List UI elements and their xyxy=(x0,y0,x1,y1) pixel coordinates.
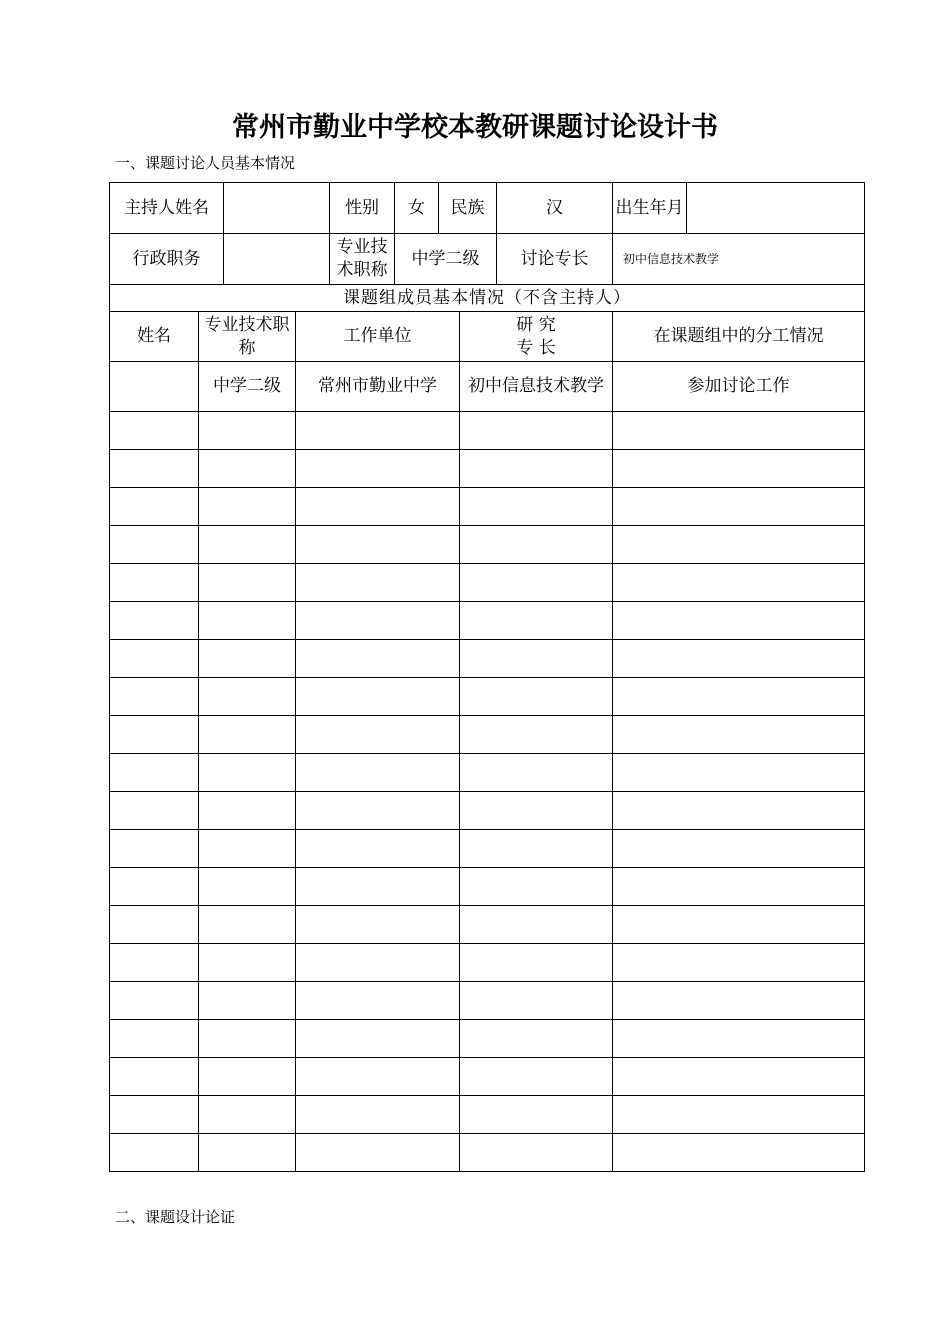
document-title: 常州市勤业中学校本教研课题讨论设计书 xyxy=(232,112,718,143)
member-specialty[interactable] xyxy=(460,906,613,944)
col-name-header: 姓名 xyxy=(110,312,199,362)
member-unit[interactable] xyxy=(296,716,460,754)
table-row xyxy=(110,526,865,564)
member-specialty[interactable] xyxy=(460,716,613,754)
host-name-label: 主持人姓名 xyxy=(110,183,224,234)
member-title[interactable] xyxy=(199,1096,296,1134)
member-role[interactable] xyxy=(613,982,865,1020)
member-unit[interactable] xyxy=(296,564,460,602)
host-position-value[interactable] xyxy=(224,234,330,285)
member-name[interactable] xyxy=(110,1058,199,1096)
member-role[interactable] xyxy=(613,944,865,982)
member-unit[interactable] xyxy=(296,526,460,564)
col-specialty-header: 研 究 专 长 xyxy=(460,312,613,362)
member-specialty[interactable] xyxy=(460,830,613,868)
table-row xyxy=(110,1020,865,1058)
table-row xyxy=(110,944,865,982)
member-role[interactable] xyxy=(613,1096,865,1134)
table-row xyxy=(110,868,865,906)
table-row xyxy=(110,716,865,754)
member-title[interactable] xyxy=(199,792,296,830)
member-unit[interactable] xyxy=(296,1058,460,1096)
section-1-heading: 一、课题讨论人员基本情况 xyxy=(115,154,296,172)
member-unit[interactable] xyxy=(296,450,460,488)
table-row xyxy=(110,564,865,602)
host-birth-label: 出生年月 xyxy=(613,183,687,234)
member-name[interactable] xyxy=(110,640,199,678)
member-title[interactable] xyxy=(199,564,296,602)
member-title[interactable] xyxy=(199,488,296,526)
table-row xyxy=(110,1058,865,1096)
member-role[interactable] xyxy=(613,450,865,488)
col-title-header: 专业技术职称 xyxy=(199,312,296,362)
group-heading: 课题组成员基本情况（不含主持人） xyxy=(110,285,865,312)
member-title[interactable] xyxy=(199,640,296,678)
member-name[interactable] xyxy=(110,362,199,412)
member-specialty[interactable] xyxy=(460,1096,613,1134)
member-role[interactable] xyxy=(613,602,865,640)
member-title[interactable] xyxy=(199,678,296,716)
member-specialty[interactable] xyxy=(460,488,613,526)
member-title[interactable] xyxy=(199,1058,296,1096)
host-gender-label: 性别 xyxy=(330,183,395,234)
member-unit[interactable] xyxy=(296,412,460,450)
table-row xyxy=(110,1134,865,1172)
member-role[interactable] xyxy=(613,792,865,830)
member-specialty[interactable] xyxy=(460,1020,613,1058)
member-unit[interactable] xyxy=(296,1020,460,1058)
table-row xyxy=(110,830,865,868)
member-name[interactable] xyxy=(110,450,199,488)
member-title[interactable]: 中学二级 xyxy=(199,362,296,412)
member-role[interactable] xyxy=(613,412,865,450)
table-row xyxy=(110,640,865,678)
member-role[interactable] xyxy=(613,1020,865,1058)
member-role[interactable] xyxy=(613,678,865,716)
member-title[interactable] xyxy=(199,450,296,488)
table-row xyxy=(110,362,865,412)
member-name[interactable] xyxy=(110,792,199,830)
member-name[interactable] xyxy=(110,982,199,1020)
host-name-value[interactable] xyxy=(224,183,330,234)
member-specialty[interactable] xyxy=(460,792,613,830)
table-row xyxy=(110,982,865,1020)
member-role[interactable] xyxy=(613,1134,865,1172)
member-specialty[interactable] xyxy=(460,640,613,678)
member-name[interactable] xyxy=(110,1134,199,1172)
member-specialty[interactable] xyxy=(460,982,613,1020)
member-name[interactable] xyxy=(110,944,199,982)
host-position-label: 行政职务 xyxy=(110,234,224,285)
col-unit-header: 工作单位 xyxy=(296,312,460,362)
researcher-info-table xyxy=(109,182,865,1172)
member-unit[interactable] xyxy=(296,868,460,906)
member-name[interactable] xyxy=(110,678,199,716)
member-unit[interactable] xyxy=(296,488,460,526)
member-name[interactable] xyxy=(110,1096,199,1134)
empty-member-rows xyxy=(110,412,865,1172)
member-role[interactable] xyxy=(613,906,865,944)
host-title-label: 专业技术职称 xyxy=(330,234,395,285)
member-name[interactable] xyxy=(110,830,199,868)
member-unit[interactable] xyxy=(296,792,460,830)
member-specialty[interactable] xyxy=(460,450,613,488)
member-unit[interactable] xyxy=(296,602,460,640)
member-title[interactable] xyxy=(199,982,296,1020)
host-title-value[interactable]: 中学二级 xyxy=(395,234,497,285)
member-title[interactable] xyxy=(199,716,296,754)
member-name[interactable] xyxy=(110,488,199,526)
member-name[interactable] xyxy=(110,1020,199,1058)
member-unit[interactable] xyxy=(296,1134,460,1172)
member-title[interactable] xyxy=(199,412,296,450)
member-title[interactable] xyxy=(199,906,296,944)
member-name[interactable] xyxy=(110,602,199,640)
host-ethnicity-label: 民族 xyxy=(439,183,497,234)
member-specialty[interactable] xyxy=(460,868,613,906)
member-role[interactable]: 参加讨论工作 xyxy=(613,362,865,412)
member-specialty[interactable]: 初中信息技术教学 xyxy=(460,362,613,412)
member-unit[interactable] xyxy=(296,754,460,792)
member-role[interactable] xyxy=(613,1058,865,1096)
table-row xyxy=(110,450,865,488)
col-role-header: 在课题组中的分工情况 xyxy=(613,312,865,362)
member-role[interactable] xyxy=(613,488,865,526)
member-unit[interactable] xyxy=(296,640,460,678)
member-unit[interactable] xyxy=(296,1096,460,1134)
member-unit[interactable] xyxy=(296,830,460,868)
member-name[interactable] xyxy=(110,564,199,602)
member-name[interactable] xyxy=(110,754,199,792)
host-ethnicity-value[interactable]: 汉 xyxy=(497,183,613,234)
member-title[interactable] xyxy=(199,526,296,564)
table-row xyxy=(110,792,865,830)
host-gender-value[interactable]: 女 xyxy=(395,183,439,234)
table-row xyxy=(110,754,865,792)
table-row xyxy=(110,1096,865,1134)
member-unit[interactable] xyxy=(296,906,460,944)
member-specialty[interactable] xyxy=(460,526,613,564)
member-specialty[interactable] xyxy=(460,564,613,602)
table-row xyxy=(110,412,865,450)
member-title[interactable] xyxy=(199,830,296,868)
member-role[interactable] xyxy=(613,716,865,754)
member-role[interactable] xyxy=(613,830,865,868)
member-name[interactable] xyxy=(110,906,199,944)
table-row xyxy=(110,602,865,640)
member-role[interactable] xyxy=(613,754,865,792)
member-specialty[interactable] xyxy=(460,602,613,640)
section-2-heading: 二、课题设计论证 xyxy=(115,1208,236,1226)
member-name[interactable] xyxy=(110,412,199,450)
member-title[interactable] xyxy=(199,602,296,640)
member-specialty[interactable] xyxy=(460,754,613,792)
member-specialty[interactable] xyxy=(460,944,613,982)
host-specialty-label: 讨论专长 xyxy=(497,234,613,285)
host-specialty-value[interactable]: 初中信息技术教学 xyxy=(613,234,865,285)
member-specialty[interactable] xyxy=(460,1058,613,1096)
member-title[interactable] xyxy=(199,754,296,792)
member-title[interactable] xyxy=(199,1020,296,1058)
table-row xyxy=(110,906,865,944)
member-role[interactable] xyxy=(613,526,865,564)
member-role[interactable] xyxy=(613,564,865,602)
member-role[interactable] xyxy=(613,640,865,678)
member-specialty[interactable] xyxy=(460,678,613,716)
host-birth-value[interactable] xyxy=(687,183,865,234)
member-name[interactable] xyxy=(110,868,199,906)
table-row xyxy=(110,678,865,716)
member-title[interactable] xyxy=(199,1134,296,1172)
member-unit[interactable] xyxy=(296,678,460,716)
member-name[interactable] xyxy=(110,716,199,754)
member-title[interactable] xyxy=(199,944,296,982)
member-unit[interactable]: 常州市勤业中学 xyxy=(296,362,460,412)
member-unit[interactable] xyxy=(296,944,460,982)
member-name[interactable] xyxy=(110,526,199,564)
member-unit[interactable] xyxy=(296,982,460,1020)
member-specialty[interactable] xyxy=(460,1134,613,1172)
member-specialty[interactable] xyxy=(460,412,613,450)
member-role[interactable] xyxy=(613,868,865,906)
table-row xyxy=(110,488,865,526)
member-title[interactable] xyxy=(199,868,296,906)
